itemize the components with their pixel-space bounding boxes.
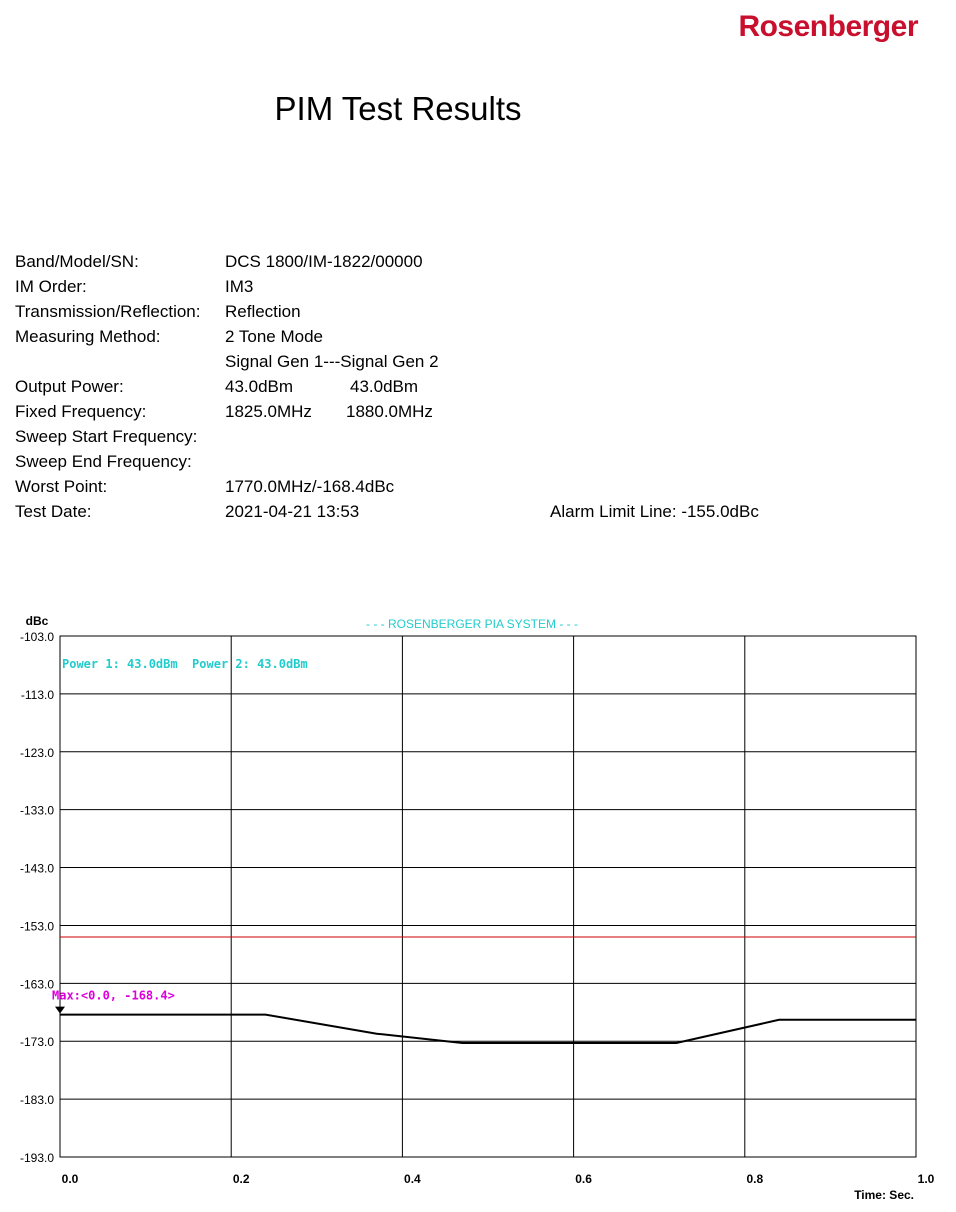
power-label: Output Power: bbox=[15, 377, 124, 396]
x-axis-label: Time: Sec. bbox=[854, 1188, 914, 1202]
im-label: IM Order: bbox=[15, 277, 87, 296]
y-tick-label: -123.0 bbox=[19, 745, 54, 760]
fixed-label: Fixed Frequency: bbox=[15, 402, 147, 421]
pim-trace-line bbox=[60, 1015, 916, 1043]
x-tick-label: 1.0 bbox=[917, 1172, 935, 1186]
band-value: DCS 1800/IM-1822/00000 bbox=[225, 252, 423, 271]
worst-label: Worst Point: bbox=[15, 477, 108, 496]
date-value: 2021-04-21 13:53 bbox=[225, 502, 360, 521]
max-marker-icon bbox=[55, 1007, 65, 1014]
y-tick-label: -113.0 bbox=[20, 687, 54, 702]
method-label: Measuring Method: bbox=[15, 327, 161, 346]
tr-value: Reflection bbox=[225, 302, 301, 321]
sweep-start-label: Sweep Start Frequency: bbox=[15, 427, 198, 446]
x-tick-label: 0.6 bbox=[575, 1172, 592, 1186]
worst-value: 1770.0MHz/-168.4dBc bbox=[225, 477, 395, 496]
chart-title: - - - ROSENBERGER PIA SYSTEM - - - bbox=[365, 617, 579, 631]
band-label: Band/Model/SN: bbox=[15, 252, 139, 271]
alarm-limit-text: Alarm Limit Line: -155.0dBc bbox=[550, 502, 759, 521]
y-tick-label: -143.0 bbox=[19, 861, 54, 876]
sweep-end-label: Sweep End Frequency: bbox=[15, 452, 192, 471]
x-tick-labels bbox=[62, 1172, 935, 1186]
chart-grid bbox=[60, 636, 916, 1157]
y-tick-labels bbox=[20, 630, 54, 1165]
power-value-2: 43.0dBm bbox=[350, 377, 419, 396]
fixed-value-2: 1880.0MHz bbox=[346, 402, 433, 421]
y-tick-label: -173.0 bbox=[19, 1035, 54, 1050]
siggen-value: Signal Gen 1---Signal Gen 2 bbox=[225, 352, 439, 371]
page-title: PIM Test Results bbox=[274, 90, 522, 127]
tr-label: Transmission/Reflection: bbox=[15, 302, 201, 321]
y-tick-label: -193.0 bbox=[19, 1151, 54, 1165]
x-tick-label: 0.4 bbox=[404, 1172, 421, 1186]
x-tick-label: 0.8 bbox=[746, 1172, 764, 1186]
max-annotation: Max:<0.0, -168.4> bbox=[52, 988, 175, 1003]
y-axis-label: dBc bbox=[25, 614, 49, 628]
method-value: 2 Tone Mode bbox=[225, 327, 323, 346]
plot-frame bbox=[60, 636, 916, 1157]
power-value-1: 43.0dBm bbox=[225, 377, 294, 396]
x-tick-label: 0.2 bbox=[232, 1172, 250, 1186]
y-tick-label: -163.0 bbox=[19, 977, 54, 992]
y-tick-label: -103.0 bbox=[19, 630, 54, 644]
brand-logo: Rosenberger bbox=[738, 10, 918, 43]
date-label: Test Date: bbox=[15, 502, 92, 521]
x-tick-label: 0.0 bbox=[61, 1172, 79, 1186]
y-tick-label: -183.0 bbox=[19, 1093, 54, 1108]
fixed-value-1: 1825.0MHz bbox=[225, 402, 312, 421]
y-tick-label: -133.0 bbox=[19, 803, 54, 818]
im-value: IM3 bbox=[225, 277, 254, 296]
pim-chart bbox=[0, 600, 956, 1212]
y-tick-label: -153.0 bbox=[19, 919, 54, 934]
power-annotation: Power 1: 43.0dBm Power 2: 43.0dBm bbox=[62, 657, 308, 671]
